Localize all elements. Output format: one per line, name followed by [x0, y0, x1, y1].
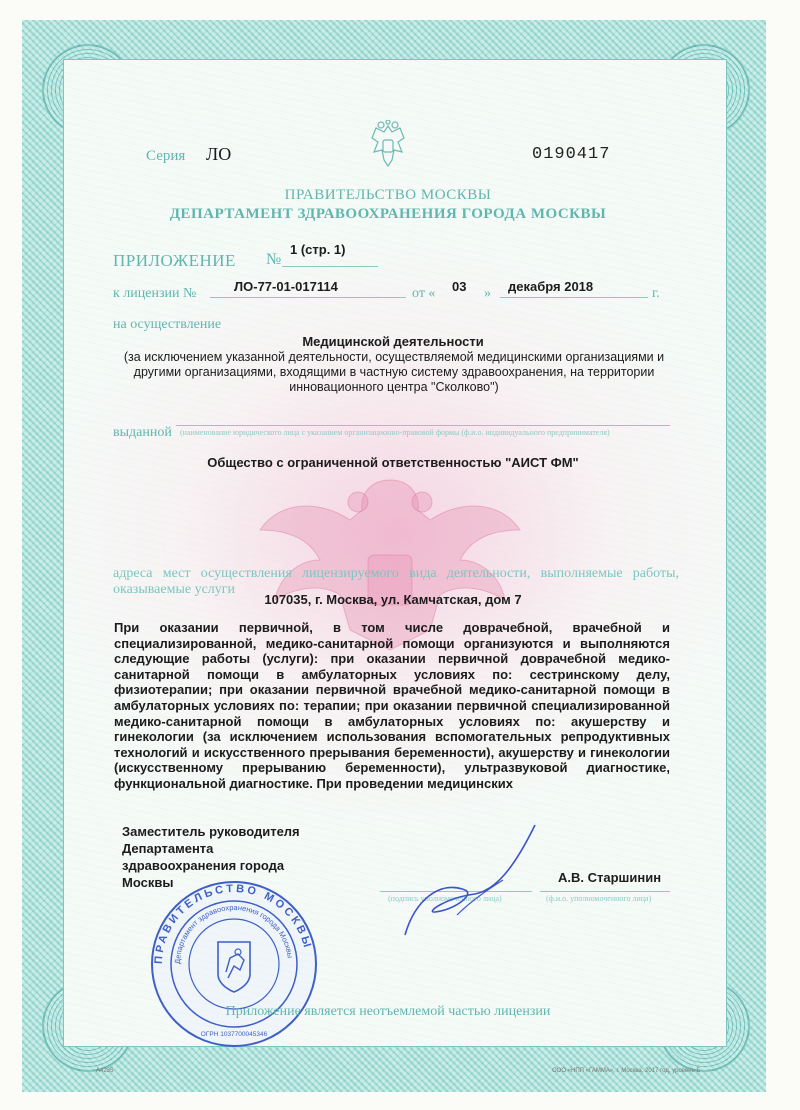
license-number: ЛО-77-01-017114: [234, 279, 338, 294]
position-line-3: здравоохранения города: [122, 858, 285, 873]
signature-hint: (подпись уполномоченного лица): [388, 894, 502, 903]
license-date-underline: [500, 297, 648, 298]
footer-note: Приложение является неотъемлемой частью лицензии: [225, 1004, 551, 1019]
license-day: 03: [452, 279, 467, 294]
issued-hint: (наименование юридического лица с указанием организационно-правовой формы (ф.и.о. индивидуального предпринимателя): [180, 428, 610, 437]
stamp-outer-text: ПРАВИТЕЛЬСТВО МОСКВЫ: [152, 882, 314, 965]
position-line-4: Москвы: [122, 875, 174, 890]
state-emblem-icon: [366, 120, 410, 172]
name-hint: (ф.и.о. уполномоченного лица): [546, 894, 652, 903]
issued-label: выданной: [113, 425, 172, 440]
appendix-number: 1 (стр. 1): [290, 242, 346, 257]
activity-note: (за исключением указанной деятельности, осуществляемой медицинскими организациями и другими организациями, входящими в частную систему здравоохранения, на территории инновационного центра "Сколково"): [123, 350, 665, 394]
activity-label: на осуществление: [113, 317, 222, 332]
appendix-label: ПРИЛОЖЕНИЕ: [113, 251, 236, 270]
series-label: Серия: [146, 148, 186, 164]
stamp-ogrn: ОГРН 1037700045346: [200, 1031, 268, 1038]
position-line-1: Заместитель руководителя: [122, 824, 300, 839]
position-line-2: Департамента: [122, 841, 214, 856]
official-stamp: [148, 878, 320, 1050]
organization-name: Общество с ограниченной ответственностью "АИСТ ФМ": [207, 455, 579, 470]
series-value: ЛО: [206, 144, 232, 164]
services-text: При оказании первичной, в том числе доврачебной, врачебной и специализированной, медико-санитарной помощи организуются и выполняются следующие работы (услуги): при оказании первичной доврачебной медико-санитарной помощи в амбулаторных условиях по: сестринскому делу, физиотерапии; при оказании первичной врачебной медико-санитарной помощи в амбулаторных условиях по: терапии; при оказании первичной специализированной медико-санитарной помощи в амбулаторных условиях по: акушерству и гинекологии (за исключением использования вспомогательных репродуктивных технологий и искусственного прерывания беременности), акушерству и гинекологии (искусственному прерыванию беременности), ультразвуковой диагностике, функциональной диагностике. При проведении медицинских: [114, 620, 670, 791]
license-from-label: от «: [412, 286, 436, 301]
footer-right-code: ООО «НПП «ГАММА», г. Москва, 2017 год, уровень Б: [552, 1068, 701, 1074]
appendix-number-sign: №: [266, 251, 282, 268]
issued-underline: [176, 425, 670, 426]
signatory-name: А.В. Старшинин: [558, 870, 662, 885]
license-month-year: декабря 2018: [508, 279, 594, 294]
footer-left-code: А4235: [96, 1068, 114, 1074]
appendix-underline: [282, 266, 378, 267]
license-number-underline: [210, 297, 406, 298]
license-to-label: к лицензии №: [113, 286, 197, 301]
license-year-suffix: г.: [652, 286, 660, 301]
form-number: 0190417: [532, 145, 611, 164]
handwritten-signature: [395, 820, 545, 940]
license-quote-close: »: [484, 286, 491, 301]
address-label: адреса мест осуществления лицензируемого вида деятельности, выполняемые работы, оказываемые услуги: [113, 566, 679, 597]
address-value: 107035, г. Москва, ул. Камчатская, дом 7: [264, 592, 522, 607]
activity-title: Медицинской деятельности: [302, 334, 484, 349]
name-underline: [540, 891, 670, 892]
government-title: ПРАВИТЕЛЬСТВО МОСКВЫ: [284, 187, 492, 203]
department-title: ДЕПАРТАМЕНТ ЗДРАВООХРАНЕНИЯ ГОРОДА МОСКВЫ: [169, 206, 607, 222]
stamp-inner-text: Департамент здравоохранения города Москвы: [172, 902, 295, 965]
